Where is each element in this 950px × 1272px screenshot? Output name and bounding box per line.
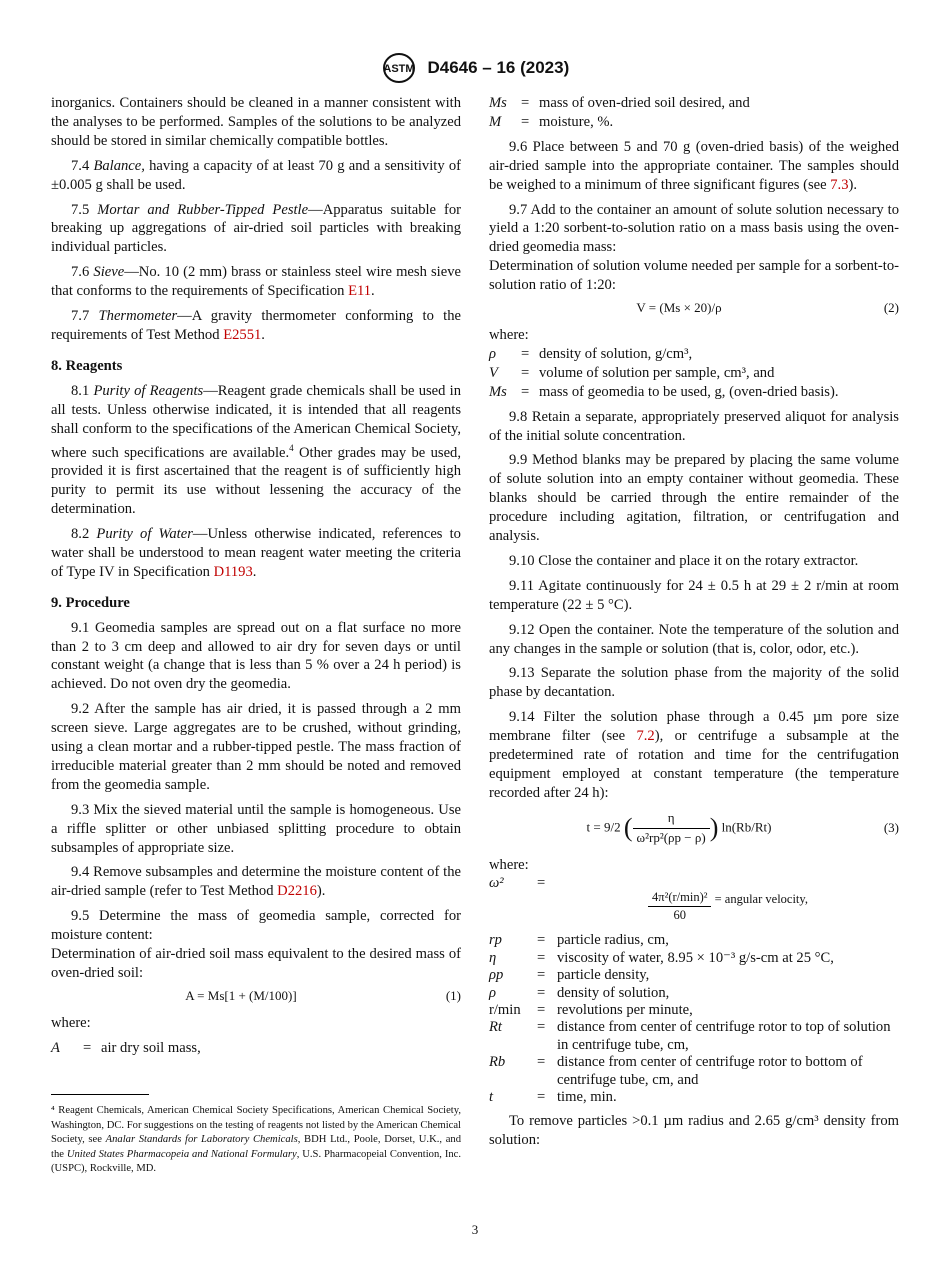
section-9-5: 9.5 Determine the mass of geomedia sample, corrected for moisture content: <box>51 908 461 944</box>
particle-removal-paragraph: To remove particles >0.1 µm radius and 2.65 g/cm³ density from solution: <box>489 1113 899 1149</box>
section-7-7: 7.7 Thermometer—A gravity thermometer conforming to the requirements of Test Method E2551. <box>51 308 462 343</box>
definition-rho-solution: ρ = density of solution, <box>489 984 670 1001</box>
equation-1 <box>51 987 461 1006</box>
definition-omega: ω² = $\frac{\text{4π²(r/min)²}}{60}$ = angular velocity, <box>489 874 808 922</box>
where-label: where: <box>51 1014 91 1031</box>
definition-Ms: Ms = mass of oven-dried soil desired, and <box>489 95 750 111</box>
section-9-11: 9.11 Agitate continuously for 24 ± 0.5 h at 29 ± 2 r/min at room temperature (22 ± 5 °C). <box>489 577 899 613</box>
footnote-divider <box>51 1094 149 1095</box>
heading-procedure: 9. Procedure <box>51 594 130 611</box>
definition-Rb: Rb = distance from center of centrifuge rotor to bottom of centrifuge tube, cm, and <box>489 1054 863 1088</box>
definition-M: M = moisture, %. <box>489 113 614 130</box>
section-8-2: 8.2 Purity of Water—Unless otherwise indicated, references to water shall be understood to mean reagent water meeting the criteria of Type IV in Specification D1193. <box>51 525 461 580</box>
paragraph-7-3-continued: inorganics. Containers should be cleaned in a manner consistent with the analyses to be performed. Samples of the solutions to be analyzed should be stored in similar chemically compatible bottles. <box>51 95 461 149</box>
astm-logo-icon <box>381 52 417 84</box>
page-header <box>0 52 950 84</box>
section-9-10: 9.10 Close the container and place it on the rotary extractor. <box>509 552 859 569</box>
definition-rp: rp = particle radius, cm, <box>489 932 669 949</box>
link-d1193[interactable]: D1193 <box>213 563 253 580</box>
link-7-2[interactable]: 7.2 <box>636 728 655 745</box>
section-9-12: 9.12 Open the container. Note the temperature of the solution and any changes in the sample or solution (that is, color, odor, etc.). <box>489 621 899 657</box>
equation-2 <box>489 299 899 318</box>
footnote-ref-4[interactable]: 4 <box>289 442 294 453</box>
footnote-4: ⁴ Reagent Chemicals, American Chemical Society Specifications, American Chemical Society, Washington, DC. For suggestions on the testing of reagents not listed by the American Chemical Society, see Analar Standards for Laboratory Chemicals, BDH Ltd., Poole, Dorset, U.K., and the United States Pharmacopeia and National Formulary, U.S. Pharmacopeial Convention, Inc. (USPC), Rockville, MD. <box>51 1105 461 1175</box>
definition-rmin: r/min = revolutions per minute, <box>489 1001 693 1018</box>
section-9-13: 9.13 Separate the solution phase from the majority of the solid phase by decantation. <box>489 665 899 701</box>
section-9-1: 9.1 Geomedia samples are spread out on a flat surface no more than 2 to 3 cm deep and allowed to air dry for seven days or until constant weight (a change that is less than 5 % over a 24 h period) is achieved. Do not oven dry the geomedia. <box>51 619 461 693</box>
section-9-4: 9.4 Remove subsamples and determine the moisture content of the air-dried sample (refer to Test Method D2216). <box>51 864 461 900</box>
section-9-2: 9.2 After the sample has air dried, it is passed through a 2 mm screen sieve. Large aggregates are to be crushed, without grinding, using a clean mortar and a rubber-tipped pestle. The mass fraction of irreducible material greater than 2 mm should be noted and removed from the geomedia sample. <box>51 701 461 793</box>
definition-t: t = time, min. <box>489 1089 617 1105</box>
svg-text:ASTM: ASTM <box>383 63 415 75</box>
where-label-2: where: <box>489 326 529 343</box>
heading-reagents: 8. Reagents <box>51 357 123 374</box>
section-7-5: 7.5 Mortar and Rubber-Tipped Pestle—Apparatus suitable for breaking up aggregations of air-dried soil particles with breaking individual particles. <box>51 201 462 256</box>
where-label-3: where: <box>489 856 529 873</box>
equation-1-number: (1) <box>445 987 461 1003</box>
link-e11[interactable]: E11 <box>348 283 372 300</box>
page-number: 3 <box>471 1222 479 1237</box>
definition-rho-p: ρp = particle density, <box>489 967 650 984</box>
section-8-1: 8.1 Purity of Reagents—Reagent grade chemicals shall be used in all tests. Unless otherwise indicated, it is intended that all reagents shall conform to the specifications of the American Chemical Society, where such specifications are available.$^4$ Other grades may be used, provided it is first ascertained that the reagent is of sufficiently high purity to permit its use without lessening the accuracy of the determination. <box>51 382 461 518</box>
equation-3-expression: t = 9/2 ( $\frac{\eta}{\text{ω²rp²(ρp − ρ)}}$ ) ln(Rb/Rt) <box>586 809 772 845</box>
section-9-5-determination: Determination of air-dried soil mass equivalent to the desired mass of oven-dried soil: <box>51 946 461 982</box>
link-7-3[interactable]: 7.3 <box>830 176 849 193</box>
definition-A: A = air dry soil mass, <box>51 1039 201 1056</box>
section-9-7: 9.7 Add to the container an amount of solute solution necessary to yield a 1:20 sorbent-to-solution ratio on a mass basis using the oven-dried geomedia mass: <box>489 201 899 256</box>
section-9-8: 9.8 Retain a separate, appropriately preserved aliquot for analysis of the initial solute concentration. <box>489 408 899 444</box>
definition-Ms-2: Ms = mass of geomedia to be used, g, (oven-dried basis). <box>489 383 839 400</box>
right-column <box>489 94 899 1156</box>
section-9-7-determination: Determination of solution volume needed per sample for a sorbent-to-solution ratio of 1:20: <box>489 258 899 294</box>
equation-2-number: (2) <box>883 300 899 316</box>
definition-rho: ρ = density of solution, g/cm³, <box>489 345 693 362</box>
section-7-4: 7.4 Balance, having a capacity of at least 70 g and a sensitivity of ±0.005 g shall be used. <box>51 157 461 193</box>
equation-2-expression: V = (Ms × 20)/ρ <box>636 300 722 316</box>
equation-3-number: (3) <box>883 819 899 835</box>
left-column <box>51 94 461 1058</box>
definition-eta: η = viscosity of water, 8.95 × 10⁻³ g/s-cm at 25 °C, <box>489 949 834 966</box>
link-e2551[interactable]: E2551 <box>223 326 262 343</box>
link-d2216[interactable]: D2216 <box>277 883 317 900</box>
document-designation: D4646 – 16 (2023) <box>427 58 570 77</box>
definition-V: V = volume of solution per sample, cm³, and <box>489 364 775 381</box>
equation-1-expression: A = Ms[1 + (M/100)] <box>185 987 297 1003</box>
section-9-3: 9.3 Mix the sieved material until the sample is homogeneous. Use a riffle splitter or other unbiased splitting procedure to obtain subsamples of appropriate size. <box>51 801 461 856</box>
equation-3 <box>489 809 899 848</box>
section-9-14: 9.14 Filter the solution phase through a 0.45 µm pore size membrane filter (see 7.2), or centrifuge a subsample at the predetermined rate of rotation and time for the centrifugation equipment employed at constant temperature (the temperature recorded after 24 h): <box>489 709 899 801</box>
definition-Rt: Rt = distance from center of centrifuge rotor to top of solution in centrifuge tube, cm, <box>489 1019 891 1053</box>
section-9-6: 9.6 Place between 5 and 70 g (oven-dried basis) of the weighed air-dried sample into the appropriate container. The samples should be weighed to a minimum of three significant figures (see 7.3). <box>489 138 899 193</box>
section-7-6: 7.6 Sieve—No. 10 (2 mm) brass or stainless steel wire mesh sieve that conforms to the requirements of Specification E11. <box>51 264 461 300</box>
section-9-9: 9.9 Method blanks may be prepared by placing the same volume of solute solution into an empty container without geomedia. These blanks should be carried through the entire remainder of the procedure including agitation, filtration, or centrifugation and analysis. <box>489 452 899 545</box>
